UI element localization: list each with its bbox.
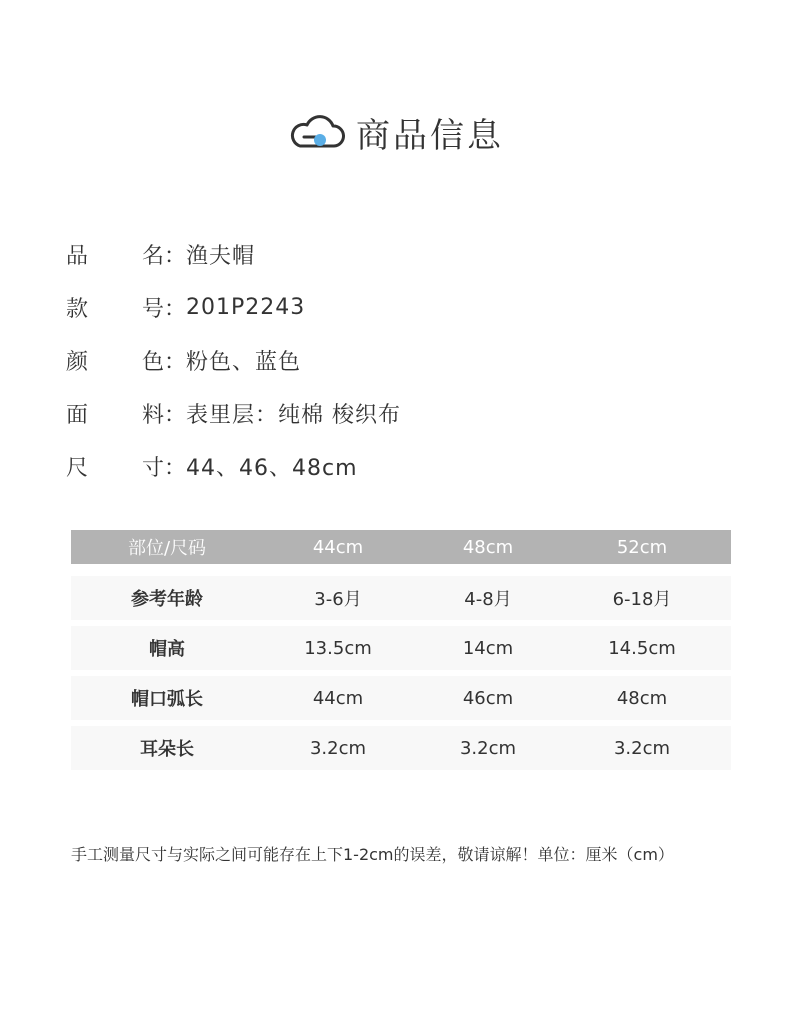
info-label <box>66 292 186 323</box>
info-value-size: 44、46、48cm <box>186 456 358 481</box>
info-row-color <box>66 334 401 387</box>
table-header-row <box>71 530 731 564</box>
table-row <box>71 676 731 720</box>
page-title: 商品信息 <box>356 116 504 156</box>
table-header-cell: 48cm <box>462 536 514 558</box>
info-row-style-number <box>66 281 401 334</box>
info-label-char: 品 <box>66 244 89 269</box>
info-value-style-number: 201P2243 <box>186 295 306 320</box>
info-label-char: 面 <box>66 403 89 428</box>
cloud-icon <box>286 112 346 154</box>
table-cell: 44cm <box>312 687 364 709</box>
info-label <box>66 451 186 482</box>
info-label-char: 料： <box>141 403 186 428</box>
measurement-note: 手工测量尺寸与实际之间可能存在上下1-2cm的误差，敬请谅解！单位：厘米（cm） <box>71 845 674 864</box>
info-row-size <box>66 440 401 493</box>
table-row <box>71 626 731 670</box>
product-info-list <box>66 228 401 493</box>
info-row-name <box>66 228 401 281</box>
info-label <box>66 345 186 376</box>
size-table <box>71 530 731 770</box>
table-row <box>71 576 731 620</box>
info-row-fabric <box>66 387 401 440</box>
table-cell: 13.5cm <box>304 637 372 659</box>
table-cell: 48cm <box>616 687 668 709</box>
info-value-color: 粉色、蓝色 <box>186 350 302 375</box>
table-cell: 帽口弧长 <box>131 689 203 710</box>
table-cell: 14cm <box>462 637 514 659</box>
table-cell: 46cm <box>462 687 514 709</box>
table-cell: 耳朵长 <box>140 739 194 760</box>
info-label-char: 号： <box>141 297 186 322</box>
table-cell: 3.2cm <box>459 737 517 759</box>
table-header-cell: 部位/尺码 <box>127 538 207 559</box>
table-cell: 帽高 <box>149 639 185 660</box>
table-cell: 参考年龄 <box>131 589 203 610</box>
table-row <box>71 726 731 770</box>
table-cell: 6-18月 <box>612 589 672 610</box>
table-cell: 3-6月 <box>314 589 362 610</box>
info-label-char: 名： <box>141 244 186 269</box>
info-value-name: 渔夫帽 <box>186 244 256 269</box>
table-cell: 3.2cm <box>309 737 367 759</box>
info-label-char: 尺 <box>66 456 89 481</box>
section-header <box>0 108 790 157</box>
table-cell: 4-8月 <box>464 589 512 610</box>
info-value-fabric: 表里层：纯棉 梭织布 <box>186 403 401 428</box>
info-label <box>66 398 186 429</box>
info-label-char: 色： <box>141 350 186 375</box>
info-label-char: 寸： <box>141 456 186 481</box>
table-header-cell: 44cm <box>312 536 364 558</box>
info-label <box>66 239 186 270</box>
table-cell: 3.2cm <box>613 737 671 759</box>
info-label-char: 颜 <box>66 350 89 375</box>
table-cell: 14.5cm <box>608 637 676 659</box>
table-header-cell: 52cm <box>616 536 668 558</box>
info-label-char: 款 <box>66 297 89 322</box>
